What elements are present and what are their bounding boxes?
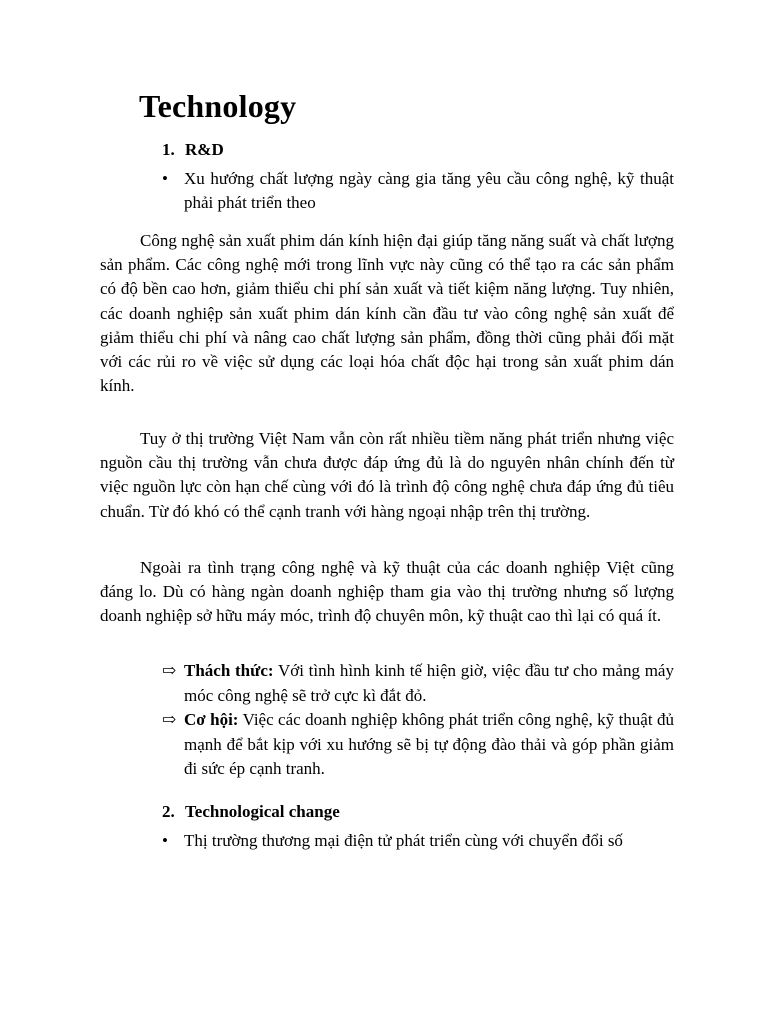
arrow-right-icon: ⇨ (162, 661, 177, 680)
challenge-text (184, 659, 674, 708)
page-title: Technology (139, 88, 297, 124)
bullet-text: Thị trường thương mại điện tử phát triển cùng với chuyển đổi số (184, 831, 623, 850)
section-heading-text: Technological change (185, 802, 340, 821)
section-number: 2. (162, 802, 175, 821)
section-number: 1. (162, 140, 175, 159)
bullet-item (162, 829, 674, 853)
paragraph-3: Ngoài ra tình trạng công nghệ và kỹ thuật của các doanh nghiệp Việt cũng đáng lo. Dù có hàng ngàn doanh nghiệp tham gia vào thị trường nhưng số lượng doanh nghiệp sở hữu máy móc, trình độ chuyên môn, kỹ thuật cao thì lại có quá ít. (100, 558, 674, 626)
opportunity-body: Việc các doanh nghiệp không phát triển công nghệ, kỹ thuật đủ mạnh để bắt kịp với xu hướng sẽ bị tự động đào thải và góp phần giảm đi sức ép cạnh tranh. (184, 710, 674, 778)
challenge-body: Với tình hình kinh tế hiện giờ, việc đầu tư cho mảng máy móc công nghệ sẽ trở cực kì đắt đỏ. (184, 661, 674, 705)
challenge-label: Thách thức: (184, 661, 274, 680)
challenge-item (162, 659, 674, 708)
bullet-icon: • (162, 169, 168, 188)
section-heading-text: R&D (185, 140, 224, 159)
bullet-item (162, 167, 674, 215)
bullet-icon: • (162, 831, 168, 850)
opportunity-label: Cơ hội: (184, 710, 239, 729)
section-heading-rnd (162, 140, 224, 160)
arrow-right-icon: ⇨ (162, 710, 177, 729)
paragraph-2: Tuy ở thị trường Việt Nam vẫn còn rất nhiều tiềm năng phát triển nhưng việc nguồn cầu thị trường vẫn chưa được đáp ứng đủ là do nguyên nhân chính đến từ việc nguồn lực còn hạn chế cùng với đó là trình độ công nghệ chưa đáp ứng đủ tiêu chuẩn. Từ đó khó có thể cạnh tranh với hàng ngoại nhập trên thị trường. (100, 429, 674, 521)
opportunity-item (162, 708, 674, 782)
section-heading-technological-change (162, 802, 340, 822)
paragraph-1: Công nghệ sản xuất phim dán kính hiện đại giúp tăng năng suất và chất lượng sản phẩm. Các công nghệ mới trong lĩnh vực này cũng có thể tạo ra các sản phẩm có độ bền cao hơn, giảm thiểu chi phí sản xuất và tiết kiệm năng lượng. Tuy nhiên, các doanh nghiệp sản xuất phim dán kính cần đầu tư vào công nghệ sản xuất để giảm thiểu chi phí và nâng cao chất lượng sản phẩm, đồng thời cũng phải đối mặt với các rủi ro về việc sử dụng các loại hóa chất độc hại trong sản xuất phim dán kính. (100, 231, 674, 396)
bullet-text: Xu hướng chất lượng ngày càng gia tăng yêu cầu công nghệ, kỹ thuật phải phát triển theo (184, 169, 674, 212)
opportunity-text (184, 708, 674, 782)
